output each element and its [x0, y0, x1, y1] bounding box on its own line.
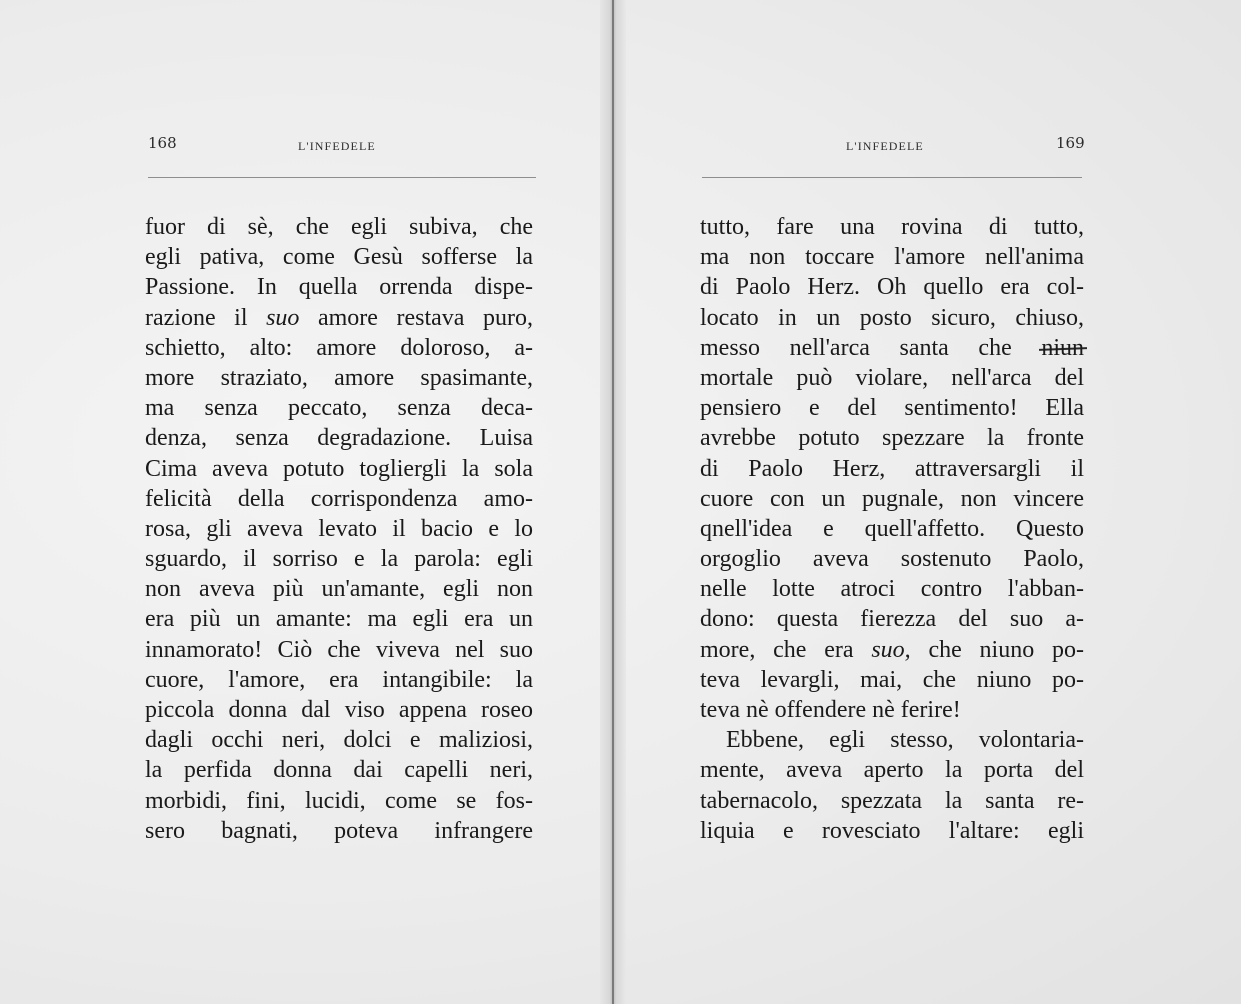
text-line: dono: questa fierezza del suo a- [700, 606, 1084, 633]
text-line: ma senza peccato, senza deca- [145, 395, 533, 422]
text-line: avrebbe potuto spezzare la fronte [700, 425, 1084, 452]
text-line: orgoglio aveva sostenuto Paolo, [700, 546, 1084, 573]
text-line: more straziato, amore spasimante, [145, 364, 533, 391]
text-line: rosa, gli aveva levato il bacio e lo [145, 515, 533, 542]
text-line: mente, aveva aperto la porta del [700, 757, 1084, 784]
gutter-fold-line [612, 0, 614, 1004]
text-line: Ebbene, egli stesso, volontaria- [726, 727, 1084, 754]
right-page-number: 169 [1056, 134, 1085, 152]
text-line [145, 303, 533, 333]
left-running-head: L'INFEDELE [298, 139, 376, 153]
text-line: sero bagnati, poteva infrangere [145, 817, 533, 844]
text-line: Cima aveva potuto togliergli la sola [145, 455, 533, 482]
text-line: era più un amante: ma egli era un [145, 606, 533, 633]
left-header-rule [148, 177, 536, 178]
text-segment: more, che era [700, 636, 854, 663]
text-line: teva levargli, mai, che niuno po- [700, 666, 1084, 693]
text-line: messo nell'arca santa che niun [700, 334, 1084, 361]
right-body-text [700, 212, 1084, 846]
text-line: felicità della corrispondenza amo- [145, 485, 533, 512]
text-line: piccola donna dal viso appena roseo [145, 697, 533, 723]
left-body-text [145, 212, 533, 846]
left-page-number: 168 [148, 134, 177, 152]
text-line: ma non toccare l'amore nell'anima [700, 244, 1084, 271]
text-line: tutto, fare una rovina di tutto, [700, 214, 1084, 240]
right-page [626, 0, 1241, 1004]
text-line: qnell'idea e quell'affetto. Questo [700, 515, 1084, 542]
text-line: la perfida donna dai capelli neri, [145, 757, 533, 784]
left-page [0, 0, 600, 1004]
text-line: pensiero e del sentimento! Ella [700, 395, 1084, 422]
text-segment: che niuno po- [928, 636, 1084, 663]
text-line: schietto, alto: amore doloroso, a- [145, 334, 533, 361]
text-line: cuore con un pugnale, non vincere [700, 485, 1084, 512]
text-line: egli pativa, come Gesù sofferse la [145, 244, 533, 271]
text-line: sguardo, il sorriso e la parola: egli [145, 546, 533, 573]
text-line: di Paolo Herz. Oh quello era col- [700, 274, 1084, 301]
text-line: locato in un posto sicuro, chiuso, [700, 304, 1084, 331]
text-line: fuor di sè, che egli subiva, che [145, 214, 533, 240]
text-line: teva nè offendere nè ferire! [700, 697, 961, 723]
text-line: liquia e rovesciato l'altare: egli [700, 817, 1084, 844]
text-line: nelle lotte atroci contro l'abban- [700, 576, 1084, 603]
right-header-rule [702, 177, 1082, 178]
italic-word: suo [266, 304, 300, 331]
text-line: cuore, l'amore, era intangibile: la [145, 666, 533, 693]
text-line [700, 635, 1084, 665]
text-line: tabernacolo, spezzata la santa re- [700, 787, 1084, 814]
text-line: non aveva più un'amante, egli non [145, 576, 533, 603]
text-segment: amore restava puro, [317, 304, 533, 331]
text-line: mortale può violare, nell'arca del [700, 364, 1084, 391]
text-line: dagli occhi neri, dolci e maliziosi, [145, 727, 533, 754]
italic-word: suo, [871, 636, 911, 663]
text-line: di Paolo Herz, attraversargli il [700, 455, 1084, 482]
text-line: morbidi, fini, lucidi, come se fos- [145, 787, 533, 814]
text-line: Passione. In quella orrenda dispe- [145, 274, 533, 301]
text-segment: razione il [145, 304, 248, 331]
right-running-head: L'INFEDELE [846, 139, 924, 153]
text-line: innamorato! Ciò che viveva nel suo [145, 636, 533, 663]
text-line: denza, senza degradazione. Luisa [145, 425, 533, 452]
